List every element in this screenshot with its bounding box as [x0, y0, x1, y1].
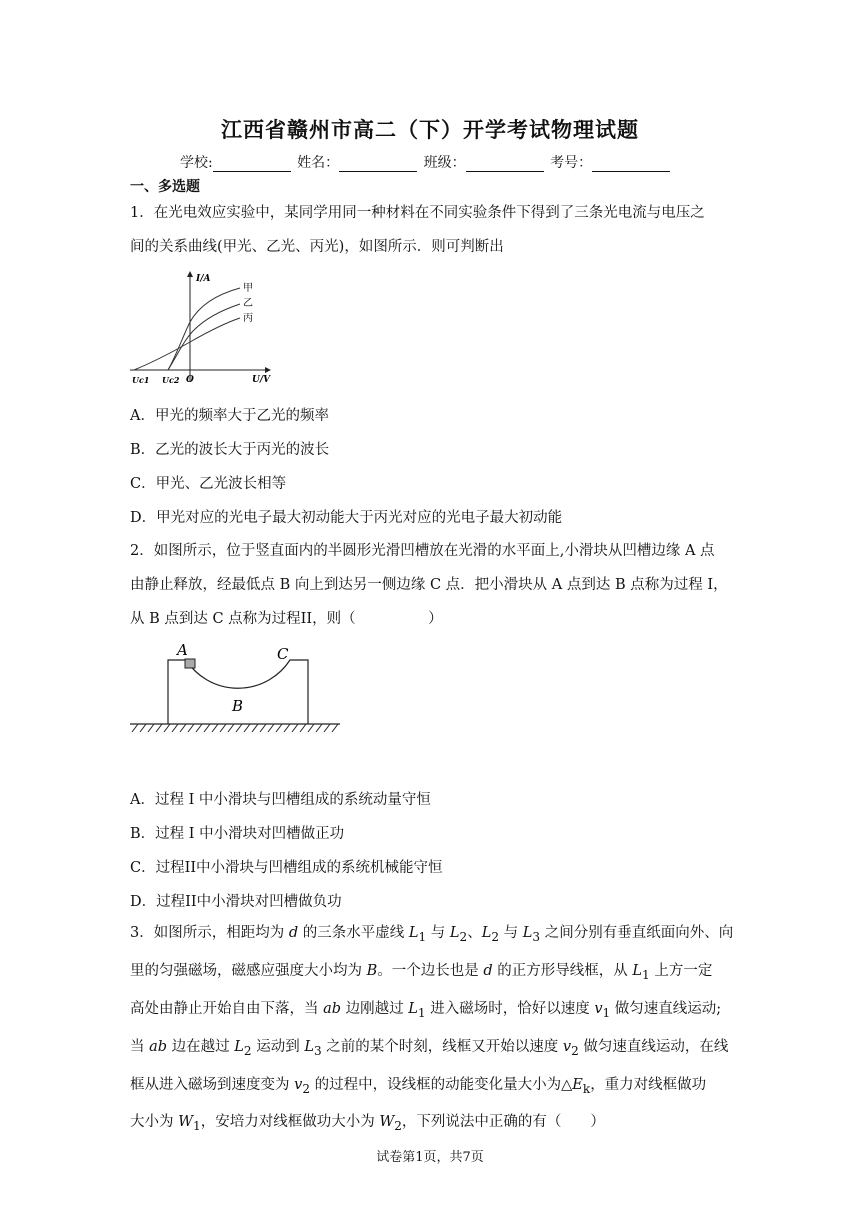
question-2-option-c: C．过程II中小滑块与凹槽组成的系统机械能守恒 — [130, 860, 443, 876]
question-2-line-2: 由静止释放，经最低点 B 向上到达另一侧边缘 C 点．把小滑块从 A 点到达 B 点称为过程 I， — [130, 577, 728, 593]
question-1-line-2: 间的关系曲线(甲光、乙光、丙光)，如图所示．则可判断出 — [130, 239, 504, 255]
graph-uc2-label: Uc2 — [162, 375, 180, 385]
name-blank — [339, 157, 417, 172]
question-3-line-3: 高处由静止开始自由下落，当 ab 边刚越过 $L_1$ 进入磁场时，恰好以速度 $v_1$ 做匀速直线运动; — [130, 1000, 722, 1020]
school-label: 学校: — [180, 155, 213, 171]
question-3-text — [130, 916, 742, 1143]
small-slider-block — [185, 659, 195, 668]
graph-y-label: I/A — [196, 274, 211, 284]
name-label: 姓名： — [297, 155, 340, 171]
page-title: 江西省赣州市高二（下）开学考试物理试题 — [221, 118, 639, 142]
question-1-option-b: B．乙光的波长大于丙光的波长 — [130, 442, 330, 458]
photoelectric-graph — [128, 266, 278, 388]
school-blank — [213, 157, 291, 172]
class-blank — [466, 157, 544, 172]
exam-number-label: 考号： — [550, 155, 593, 171]
curve-bing-label: 丙 — [243, 313, 253, 324]
point-a-label: A — [177, 641, 188, 659]
point-b-label: B — [232, 697, 244, 715]
semicircle-groove-diagram — [128, 640, 343, 740]
question-2-text — [130, 534, 740, 636]
question-3-line-1: 3．如图所示，相距均为 d 的三条水平虚线 $L_1$ 与 $L_2$、$L_2$ 与 $L_3$ 之间分别有垂直纸面向外、向 — [130, 925, 734, 944]
ground-hatching — [132, 724, 338, 732]
question-2-option-b: B．过程 I 中小滑块对凹槽做正功 — [130, 826, 345, 842]
graph-x-label: U/V — [252, 375, 271, 385]
curve-yi-label: 乙 — [243, 298, 253, 309]
question-3-line-4: 当 ab 边在越过 $L_2$ 运动到 $L_3$ 之前的某个时刻，线框又开始以速度 $v_2$ 做匀速直线运动，在线 — [130, 1038, 729, 1058]
curve-jia — [168, 288, 240, 370]
question-1-option-c: C．甲光、乙光波长相等 — [130, 476, 287, 492]
question-3-line-6: 大小为 $W_1$，安培力对线框做功大小为 $W_2$，下列说法中正确的有（ ） — [130, 1114, 605, 1134]
curve-bing — [134, 318, 240, 370]
curve-jia-label: 甲 — [243, 283, 253, 294]
exam-number-blank — [592, 157, 670, 172]
question-1-text — [130, 196, 730, 264]
point-c-label: C — [277, 645, 289, 663]
question-3-line-2: 里的匀强磁场，磁感应强度大小均为 B。一个边长也是 d 的正方形导线框，从 $L_1$ 上方一定 — [130, 962, 713, 982]
graph-uc1-label: Uc1 — [132, 375, 150, 385]
page-footer: 试卷第1页，共7页 — [376, 1150, 484, 1165]
question-1-line-1: 1．在光电效应实验中，某同学用同一种材料在不同实验条件下得到了三条光电流与电压之 — [130, 205, 705, 221]
graph-origin-label: O — [186, 375, 194, 385]
section-heading: 一、多选题 — [130, 179, 200, 195]
question-2-option-d: D．过程II中小滑块对凹槽做负功 — [130, 894, 342, 910]
student-info-line — [180, 152, 672, 172]
question-2-line-1: 2．如图所示，位于竖直面内的半圆形光滑凹槽放在光滑的水平面上,小滑块从凹槽边缘 A 点 — [130, 543, 715, 559]
question-2-option-a: A．过程 I 中小滑块与凹槽组成的系统动量守恒 — [130, 792, 431, 808]
question-2-line-3: 从 B 点到达 C 点称为过程II，则（ ） — [130, 611, 443, 627]
curve-yi — [168, 304, 240, 370]
question-3-line-5: 框从进入磁场到速度变为 $v_2$ 的过程中，设线框的动能变化量大小为$\triangle E_k$，重力对线框做功 — [130, 1076, 707, 1096]
question-1-option-d: D．甲光对应的光电子最大初动能大于丙光对应的光电子最大初动能 — [130, 510, 563, 526]
class-label: 班级： — [423, 155, 466, 171]
question-1-option-a: A．甲光的频率大于乙光的频率 — [130, 408, 329, 424]
